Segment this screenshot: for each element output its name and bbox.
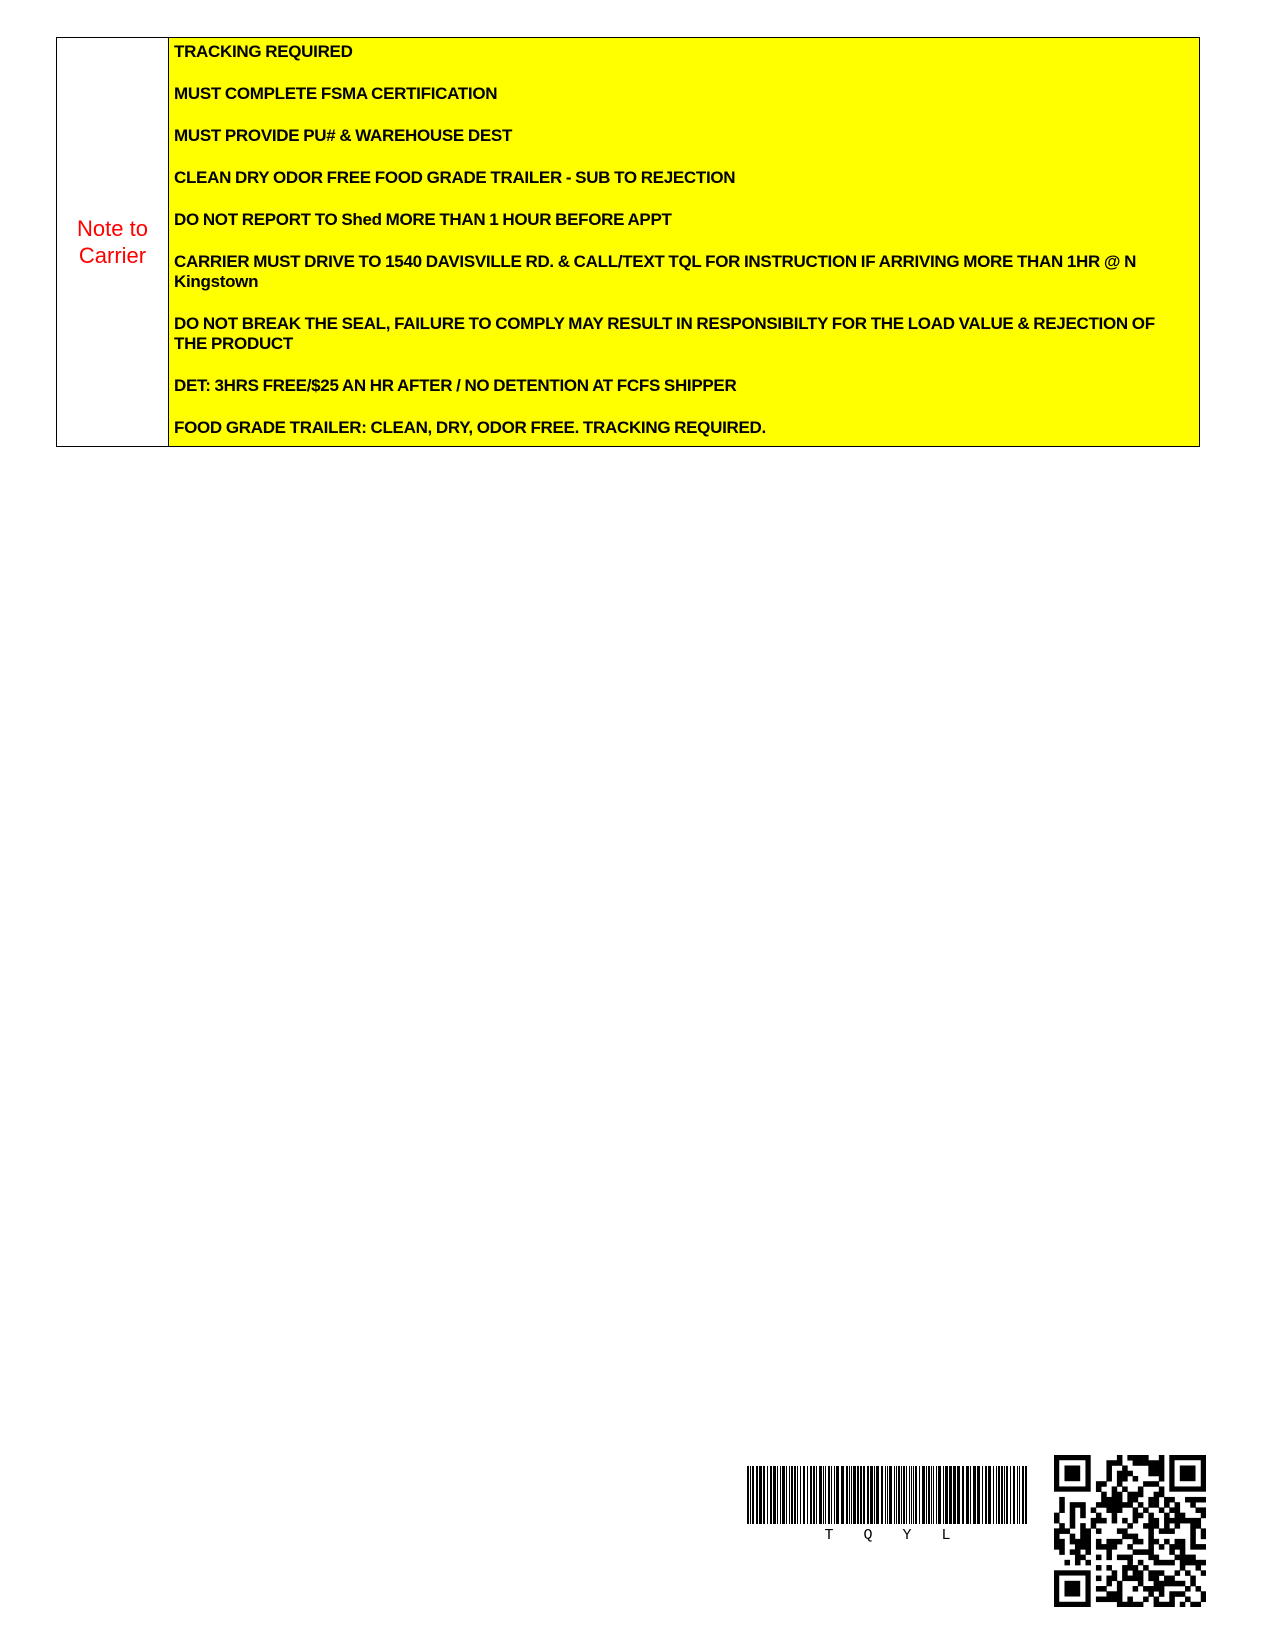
note-line: MUST COMPLETE FSMA CERTIFICATION xyxy=(174,84,498,103)
note-line: DO NOT REPORT TO Shed MORE THAN 1 HOUR BEFORE APPT xyxy=(174,210,672,229)
qr-code-icon xyxy=(1054,1455,1206,1607)
note-line: DET: 3HRS FREE/$25 AN HR AFTER / NO DETENTION AT FCFS SHIPPER xyxy=(174,376,737,395)
note-to-carrier-table xyxy=(56,37,1200,447)
barcode-bars-icon xyxy=(745,1466,1030,1524)
note-line: MUST PROVIDE PU# & WAREHOUSE DEST xyxy=(174,126,513,145)
barcode xyxy=(745,1466,1030,1544)
note-to-carrier-label: Note to Carrier xyxy=(77,216,148,268)
note-to-carrier-label-cell xyxy=(57,38,169,446)
note-to-carrier-body xyxy=(169,38,1199,446)
note-line: TRACKING REQUIRED xyxy=(174,42,353,61)
note-line: CARRIER MUST DRIVE TO 1540 DAVISVILLE RD. & CALL/TEXT TQL FOR INSTRUCTION IF ARRIVING MORE THAN 1HR @ N Kingstown xyxy=(174,252,1137,291)
note-line: DO NOT BREAK THE SEAL, FAILURE TO COMPLY MAY RESULT IN RESPONSIBILTY FOR THE LOAD VALUE & REJECTION OF THE PRODUCT xyxy=(174,314,1155,353)
barcode-text: TQYL xyxy=(824,1527,981,1544)
note-line: FOOD GRADE TRAILER: CLEAN, DRY, ODOR FREE. TRACKING REQUIRED. xyxy=(174,418,766,437)
note-line: CLEAN DRY ODOR FREE FOOD GRADE TRAILER - SUB TO REJECTION xyxy=(174,168,736,187)
